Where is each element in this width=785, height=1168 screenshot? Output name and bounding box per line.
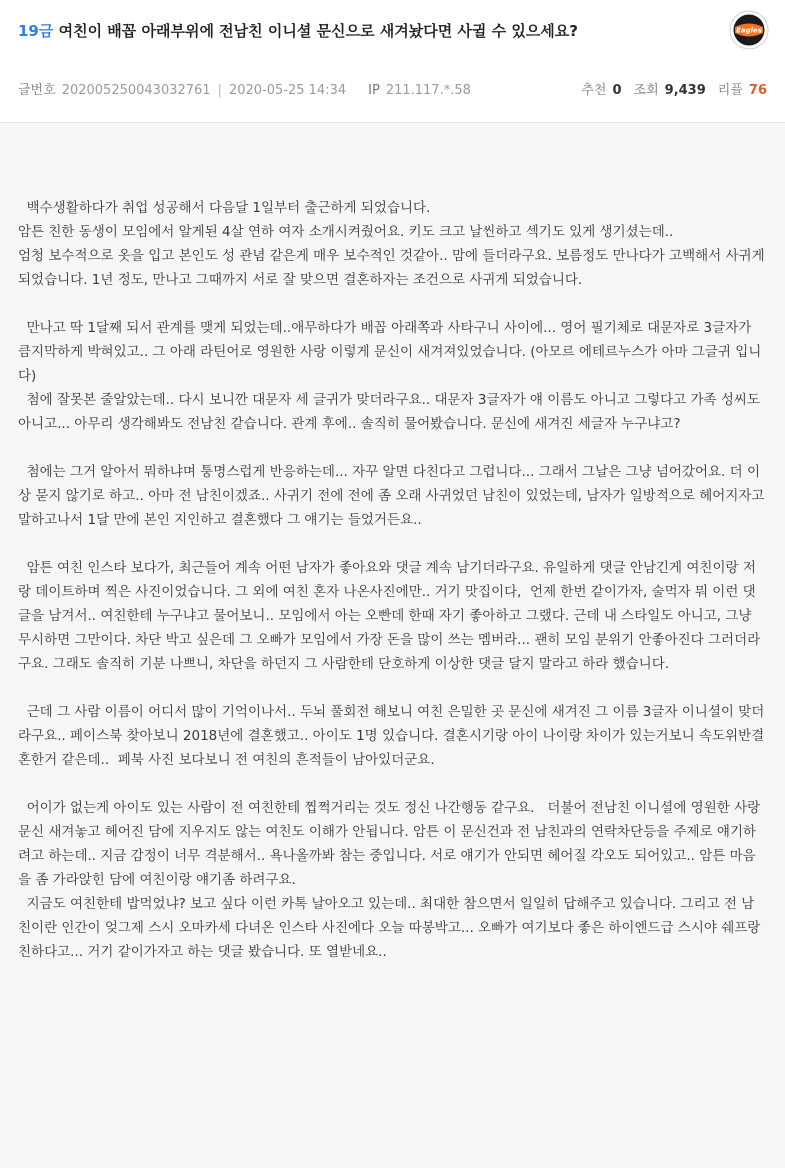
- body-paragraph: 만나고 딱 1달째 되서 관계를 맺게 되었는데..애무하다가 배꼽 아래쪽과 사타구니 사이에... 영어 필기체로 대문자로 3글자가 큼지막하게 박혀있고.. 그 아래 라틴어로 영원한 사랑 이렇게 문신이 새겨져있었습니다. (아모르 에테르누스가 아마 그글귀 입니다) 첨에 잘못본 줄알았는데.. 다시 보니깐 대문자 세 글귀가 맞더라구요.. 대문자 3글자가 얘 이름도 아니고 그렇다고 가족 성씨도 아니고... 아무리 생각해봐도 전남친 같습니다. 관계 후에.. 솔직히 물어봤습니다. 문신에 새겨진 세글자 누구냐고?: [18, 320, 762, 432]
- post-number-label: 글번호: [18, 83, 56, 98]
- post-header: [0, 0, 785, 123]
- hanwha-eagles-logo-icon[interactable]: [729, 10, 769, 50]
- recommend-count: 0: [612, 83, 622, 98]
- post-body: [0, 123, 785, 964]
- svg-text:Eagles: Eagles: [736, 26, 762, 35]
- body-paragraph: 암튼 여친 인스타 보다가, 최근들어 계속 어떤 남자가 좋아요와 댓글 계속 남기더라구요. 유일하게 댓글 안남긴게 여친이랑 저랑 데이트하며 찍은 사진이었습니다. 그 외에 여친 혼자 나온사진에만.. 거기 맛집이다, 언제 한번 같이가자, 술먹자 뭐 이런 댓글을 남겨서.. 여친한테 누구냐고 물어보니.. 모임에서 아는 오빤데 한때 자기 좋아하고 그랬다. 근데 내 스타일도 아니고, 그냥 무시하면 그만이다. 차단 박고 싶은데 그 오빠가 모임에서 가장 돈을 많이 쓰는 멤버라... 괜히 모임 분위기 안좋아진다 그러더라구요. 그래도 솔직히 기분 나쁘니, 차단을 하던지 그 사람한테 단호하게 이상한 댓글 달지 말라고 하라 했습니다.: [18, 560, 761, 672]
- replies-label[interactable]: 리플: [717, 83, 743, 98]
- post-title: [18, 19, 618, 43]
- body-paragraph: 백수생활하다가 취업 성공해서 다음달 1일부터 출근하게 되었습니다. 암튼 친한 동생이 모임에서 알게된 4살 연하 여자 소개시켜줬어요. 키도 크고 날씬하고 섹기도 있게 생기셨는데.. 엄청 보수적으로 옷을 입고 본인도 성 관념 같은게 매우 보수적인 것같아.. 맘에 들더라구요. 보름정도 만나다가 고백해서 사귀게 되었습니다. 1년 정도, 만나고 그때까지 서로 잘 맞으면 결혼하자는 조건으로 사귀게 되었습니다.: [18, 200, 765, 288]
- ip-address: 211.117.*.58: [385, 83, 471, 98]
- views-label: 조회: [633, 83, 659, 98]
- body-paragraph: 첨에는 그거 알아서 뭐하냐며 퉁명스럽게 반응하는데... 자꾸 알면 다친다고 그럽니다... 그래서 그날은 그냥 넘어갔어요. 더 이상 묻지 않기로 하고.. 아마 전 남친이겠죠.. 사귀기 전에 전에 좀 오래 사귀었던 남친이 있었는데, 남자가 일방적으로 헤어지자고 말하고나서 1달 만에 본인 지인하고 결혼했다 그 얘기는 들었거든요..: [18, 464, 769, 528]
- recommend-label: 추천: [581, 83, 607, 98]
- meta-divider: |: [217, 83, 222, 98]
- post-meta: [18, 82, 767, 100]
- replies-count[interactable]: 76: [748, 83, 767, 98]
- post-datetime: 2020-05-25 14:34: [228, 83, 347, 98]
- body-paragraph: 근데 그 사람 이름이 어디서 많이 기억이나서.. 두뇌 풀회전 해보니 여친 은밀한 곳 문신에 새겨진 그 이름 3글자 이니셜이 맞더라구요.. 페이스북 찾아보니 2018년에 결혼했고.. 아이도 1명 있습니다. 결혼시기랑 아이 나이랑 차이가 있는거보니 속도위반결혼한거 같은데.. 페북 사진 보다보니 전 여친의 흔적들이 남아있더군요.: [18, 704, 765, 768]
- age-badge: 19금: [18, 22, 54, 40]
- post-number: 20200525004303276​1: [61, 83, 211, 98]
- post-title-text: 여친이 배꼽 아래부위에 전남친 이니셜 문신으로 새겨놨다면 사귈 수 있으세요?: [53, 22, 578, 40]
- body-paragraph: 어이가 없는게 아이도 있는 사람이 전 여친한테 찝쩍거리는 것도 정신 나간행동 같구요. 더불어 전남친 이니셜에 영원한 사랑 문신 새겨놓고 헤어진 담에 지우지도 않는 여친도 이해가 안됩니다. 암튼 이 문신건과 전 남친과의 연락차단등을 주제로 얘기하려고 하는데.. 지금 감정이 너무 격분해서.. 욕나올까봐 참는 중입니다. 서로 얘기가 안되면 헤어질 각오도 되어있고.. 암튼 마음을 좀 가라앉힌 담에 여친이랑 얘기좀 하려구요. 지금도 여친한테 밥먹었냐? 보고 싶다 이런 카톡 날아오고 있는데.. 최대한 참으면서 일일히 답해주고 있습니다. 그리고 전 남친이란 인간이 엊그제 스시 오마카세 다녀온 인스타 사진에다 오늘 따봉박고... 오빠가 여기보다 좋은 하이엔드급 스시야 쉐프랑 친하다고... 거기 같이가자고 하는 댓글 봤습니다. 또 열받네요..: [18, 800, 761, 960]
- views-count: 9,439: [664, 83, 706, 98]
- ip-label: IP: [368, 83, 380, 98]
- post-stats: [581, 82, 767, 100]
